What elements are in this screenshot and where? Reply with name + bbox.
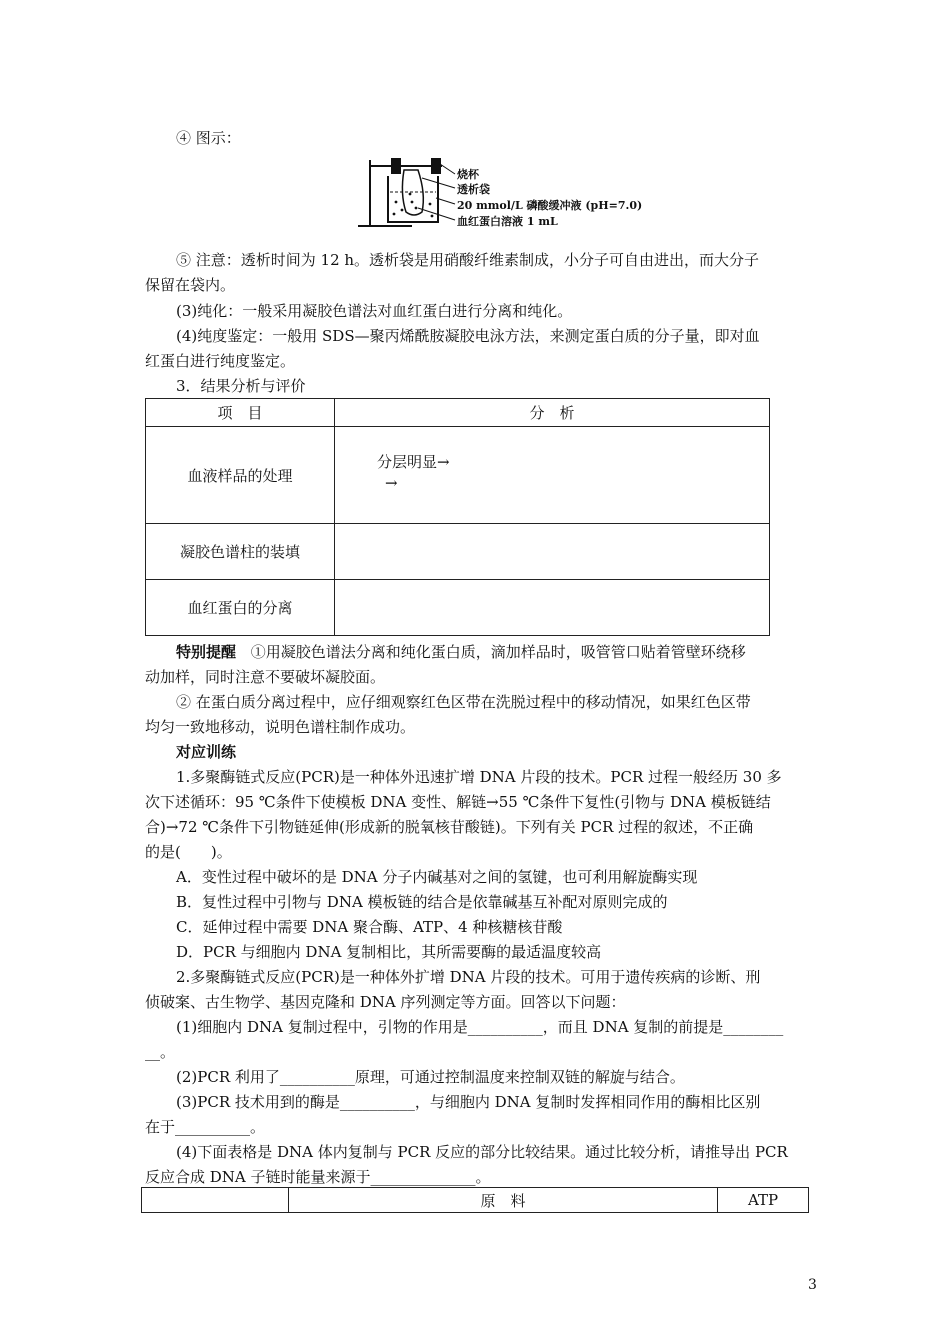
header-item: 项 目 — [146, 399, 335, 427]
analysis-line-1: 分层明显→ — [377, 453, 450, 471]
q1-line-1: 1.多聚酶链式反应(PCR)是一种体外迅速扩增 DNA 片段的技术。PCR 过程一般经历 30 多 — [176, 768, 782, 786]
q2-line-2: 侦破案、古生物学、基因克隆和 DNA 序列测定等方面。回答以下问题： — [145, 993, 626, 1011]
row-item: 凝胶色谱柱的装填 — [146, 524, 335, 580]
q2-line-5: (2)PCR 利用了__________原理，可通过控制温度来控制双链的解旋与结合。 — [176, 1068, 685, 1086]
q2-line-1: 2.多聚酶链式反应(PCR)是一种体外扩增 DNA 片段的技术。可用于遗传疾病的诊断、刑 — [176, 968, 761, 986]
figure-label-buffer: 20 mmol/L 磷酸缓冲液 (pH=7.0) — [457, 199, 642, 212]
purification-step: (3)纯化：一般采用凝胶色谱法对血红蛋白进行分离和纯化。 — [176, 302, 573, 320]
tip-line-4: 均匀一致地移动，说明色谱柱制作成功。 — [145, 718, 416, 736]
dialysis-diagram — [352, 154, 642, 234]
table-row — [146, 580, 770, 636]
compare-header-row — [142, 1188, 809, 1213]
figure-label-hemoglobin: 血红蛋白溶液 1 mL — [457, 215, 558, 228]
result-table — [145, 398, 770, 636]
figure-label-beaker: 烧杯 — [457, 168, 479, 181]
q2-line-6: (3)PCR 技术用到的酶是__________，与细胞内 DNA 复制时发挥相同作用的酶相比区别 — [176, 1093, 761, 1111]
q1-line-2: 次下述循环：95 ℃条件下使模板 DNA 变性、解链→55 ℃条件下复性(引物与 DNA 模板链结 — [145, 793, 771, 811]
beaker-icon — [358, 159, 442, 226]
tip-line-2: 动加样，同时注意不要破坏凝胶面。 — [145, 668, 386, 686]
step4-figure-caption: ④ 图示： — [176, 129, 241, 147]
compare-header-blank — [142, 1188, 289, 1213]
row-item: 血液样品的处理 — [146, 427, 335, 524]
training-title: 对应训练 — [176, 743, 237, 761]
row-analysis — [335, 427, 770, 524]
compare-header-material: 原 料 — [289, 1188, 718, 1213]
row-item: 血红蛋白的分离 — [146, 580, 335, 636]
header-analysis: 分 析 — [335, 399, 770, 427]
note-line-2: 保留在袋内。 — [145, 276, 236, 294]
page-number: 3 — [808, 1277, 817, 1293]
q1-option-a: A．变性过程中破坏的是 DNA 分子内碱基对之间的氢键，也可利用解旋酶实现 — [176, 868, 698, 886]
analysis-line-2: → — [385, 474, 398, 492]
tip-line-1 — [176, 641, 746, 663]
tip-label: 特别提醒 — [176, 643, 237, 661]
q2-line-3: (1)细胞内 DNA 复制过程中，引物的作用是__________，而且 DNA 复制的前提是________ — [176, 1018, 784, 1036]
note-line-1: ⑤ 注意：透析时间为 12 h。透析袋是用硝酸纤维素制成，小分子可自由进出，而大分子 — [176, 251, 760, 269]
compare-header-atp: ATP — [718, 1188, 809, 1213]
q2-line-8: (4)下面表格是 DNA 体内复制与 PCR 反应的部分比较结果。通过比较分析，请推导出 PCR — [176, 1143, 788, 1161]
row-analysis — [335, 524, 770, 580]
q2-line-4: __。 — [145, 1043, 176, 1061]
q1-option-c: C．延伸过程中需要 DNA 聚合酶、ATP、4 种核糖核苷酸 — [176, 918, 563, 936]
tip-line-3: ② 在蛋白质分离过程中，应仔细观察红色区带在洗脱过程中的移动情况，如果红色区带 — [176, 693, 751, 711]
q1-line-4: 的是( )。 — [145, 843, 232, 861]
compare-table — [141, 1187, 809, 1213]
q1-line-3: 合)→72 ℃条件下引物链延伸(形成新的脱氧核苷酸链)。下列有关 PCR 过程的叙述，不正确 — [145, 818, 754, 836]
q1-option-d: D．PCR 与细胞内 DNA 复制相比，其所需要酶的最适温度较高 — [176, 943, 602, 961]
purity-line-1: (4)纯度鉴定：一般用 SDS—聚丙烯酰胺凝胶电泳方法，来测定蛋白质的分子量，即对血 — [176, 327, 760, 345]
q2-line-7: 在于__________。 — [145, 1118, 266, 1136]
row-analysis — [335, 580, 770, 636]
q2-line-9: 反应合成 DNA 子链时能量来源于______________。 — [145, 1168, 491, 1186]
section-3-title: 3．结果分析与评价 — [176, 377, 306, 395]
table-row — [146, 524, 770, 580]
table-header-row — [146, 399, 770, 427]
q1-option-b: B．复性过程中引物与 DNA 模板链的结合是依靠碱基互补配对原则完成的 — [176, 893, 668, 911]
table-row — [146, 427, 770, 524]
tip-text: ①用凝胶色谱法分离和纯化蛋白质，滴加样品时，吸管管口贴着管壁环绕移 — [250, 643, 746, 661]
purity-line-2: 红蛋白进行纯度鉴定。 — [145, 352, 296, 370]
figure-label-dialysis-bag: 透析袋 — [457, 183, 490, 196]
